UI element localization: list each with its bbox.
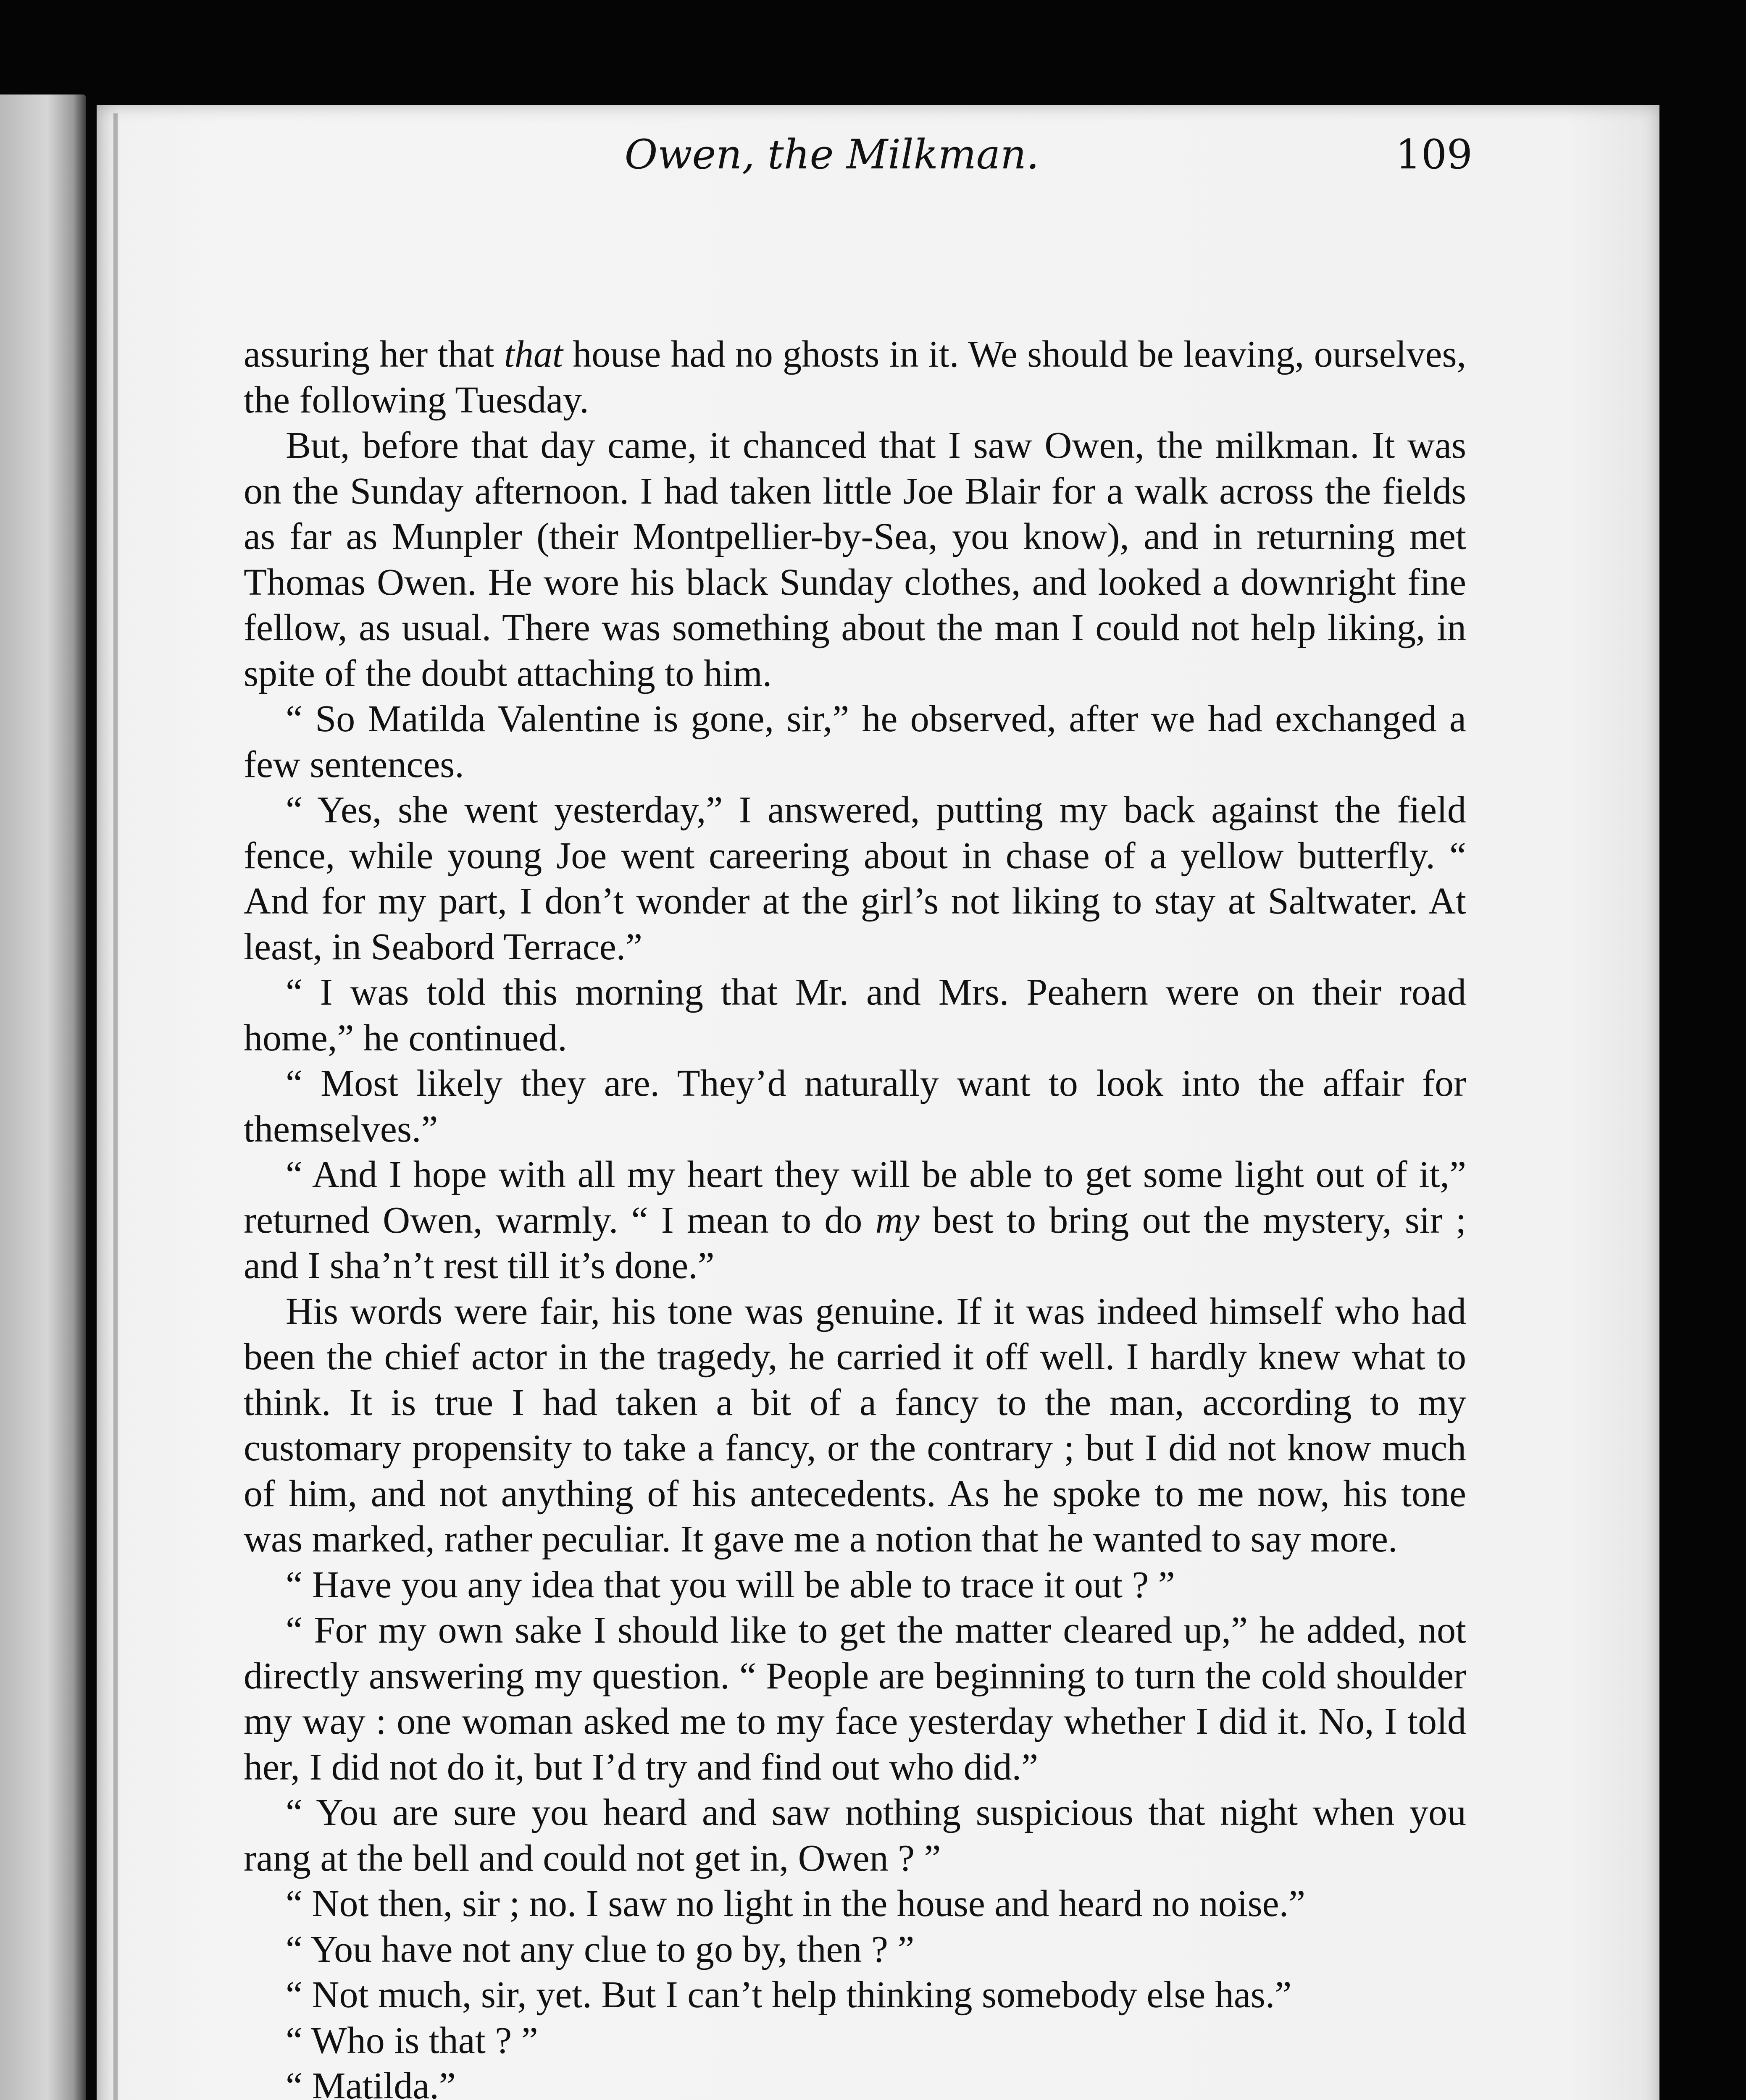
body-text: [244, 332, 1466, 2100]
paragraph: His words were fair, his tone was genuine. If it was indeed himself who had been the chief actor in the tragedy, he carried it off well. I hardly knew what to think. It is true I had taken a bit of a fancy to the man, according to my customary propensity to take a fancy, or the contrary ; but I did not know much of him, and not anything of his antecedents. As he spoke to me now, his tone was marked, rather peculiar. It gave me a notion that he wanted to say more.: [244, 1290, 1466, 1560]
paragraph: “ You are sure you heard and saw nothing suspicious that night when you rang at the bell and could not get in, Owen ? ”: [244, 1792, 1466, 1879]
paragraph: “ Yes, she went yesterday,” I answered, putting my back against the field fence, while young Joe went careering about in chase of a yellow butterfly. “ And for my part, I don’t wonder at the girl’s not liking to stay at Saltwater. At least, in Seabord Terrace.”: [244, 789, 1466, 968]
paragraph: “ So Matilda Valentine is gone, sir,” he observed, after we had exchanged a few sentences.: [244, 698, 1466, 785]
paragraph: But, before that day came, it chanced that I saw Owen, the milkman. It was on the Sunday afternoon. I had taken little Joe Blair for a walk across the fields as far as Munpler (their Montpellier-by-Sea, you know), and in returning met Thomas Owen. He wore his black Sunday clothes, and looked a downright fine fellow, as usual. There was something about the man I could not help liking, in spite of the doubt attaching to him.: [244, 425, 1466, 694]
paragraph: “ Who is that ? ”: [286, 2019, 538, 2061]
paragraph: “ For my own sake I should like to get the matter cleared up,” he added, not directly answering my question. “ People are beginning to turn the cold shoulder my way : one woman asked me to my face yesterday whether I did it. No, I told her, I did not do it, but I’d try and find out who did.”: [244, 1609, 1466, 1788]
paragraph: assuring her that that house had no ghosts in it. We should be leaving, ourselves, the following Tuesday.: [244, 333, 1466, 421]
paragraph: “ Not much, sir, yet. But I can’t help thinking somebody else has.”: [286, 1974, 1292, 2016]
paragraph: “ Not then, sir ; no. I saw no light in the house and heard no noise.”: [286, 1883, 1306, 1924]
paragraph: “ Have you any idea that you will be able to trace it out ? ”: [286, 1564, 1175, 1606]
paragraph: “ I was told this morning that Mr. and Mrs. Peahern were on their road home,” he continued.: [244, 971, 1466, 1059]
running-head: Owen, the Milkman.: [624, 131, 1039, 178]
paragraph: “ Matilda.”: [286, 2065, 456, 2100]
facing-page-edge: [0, 94, 86, 2100]
page-number: 109: [1395, 131, 1473, 178]
paragraph: “ And I hope with all my heart they will be able to get some light out of it,” returned Owen, warmly. “ I mean to do my best to bring out the mystery, sir ; and I sha’n’t rest till it’s done.”: [244, 1154, 1466, 1286]
paragraph: “ Most likely they are. They’d naturally want to look into the affair for themselves.”: [244, 1063, 1466, 1150]
paragraph: “ You have not any clue to go by, then ? ”: [286, 1928, 915, 1970]
